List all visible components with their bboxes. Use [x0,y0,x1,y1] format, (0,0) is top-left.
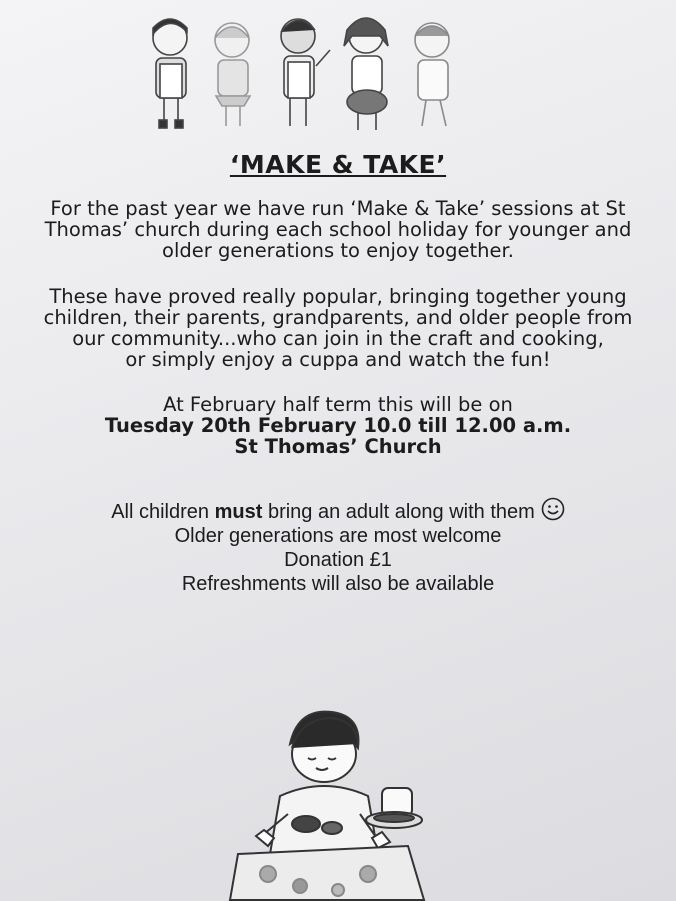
flyer-title: ‘MAKE & TAKE’ [229,150,447,179]
intro-line-2: Thomas’ church during each school holiday for younger and [44,218,632,241]
refreshments: Refreshments will also be available [181,573,495,595]
intro-line-1: For the past year we have run ‘Make & Take’ sessions at St [50,197,626,220]
donation: Donation £1 [284,549,392,571]
intro-line-3: older generations to enjoy together. [162,239,514,262]
popularity-line-3: our community...who can join in the craft and cooking, [72,327,604,350]
popularity-line-2: children, their parents, grandparents, and older people from [43,306,633,329]
adult-requirement-pre: All children [111,501,215,523]
adult-requirement [0,497,676,524]
child-handprint-painting-illustration [228,704,428,901]
attendance-info [0,497,676,596]
children-cooking-illustration [140,6,470,134]
popularity-line-4: or simply enjoy a cuppa and watch the fun! [125,348,551,371]
older-generations: Older generations are most welcome [174,525,502,547]
adult-requirement-post: bring an adult along with them [262,501,535,523]
popularity-paragraph [0,286,676,370]
event-datetime: Tuesday 20th February 10.0 till 12.00 a.m. [104,414,572,437]
adult-requirement-must: must [214,501,263,523]
intro-paragraph [0,198,676,261]
event-details [0,394,676,457]
smiley-face-icon [541,497,565,521]
event-intro: At February half term this will be on [163,393,513,416]
popularity-line-1: These have proved really popular, bringing together young [49,285,627,308]
event-venue: St Thomas’ Church [234,435,442,458]
